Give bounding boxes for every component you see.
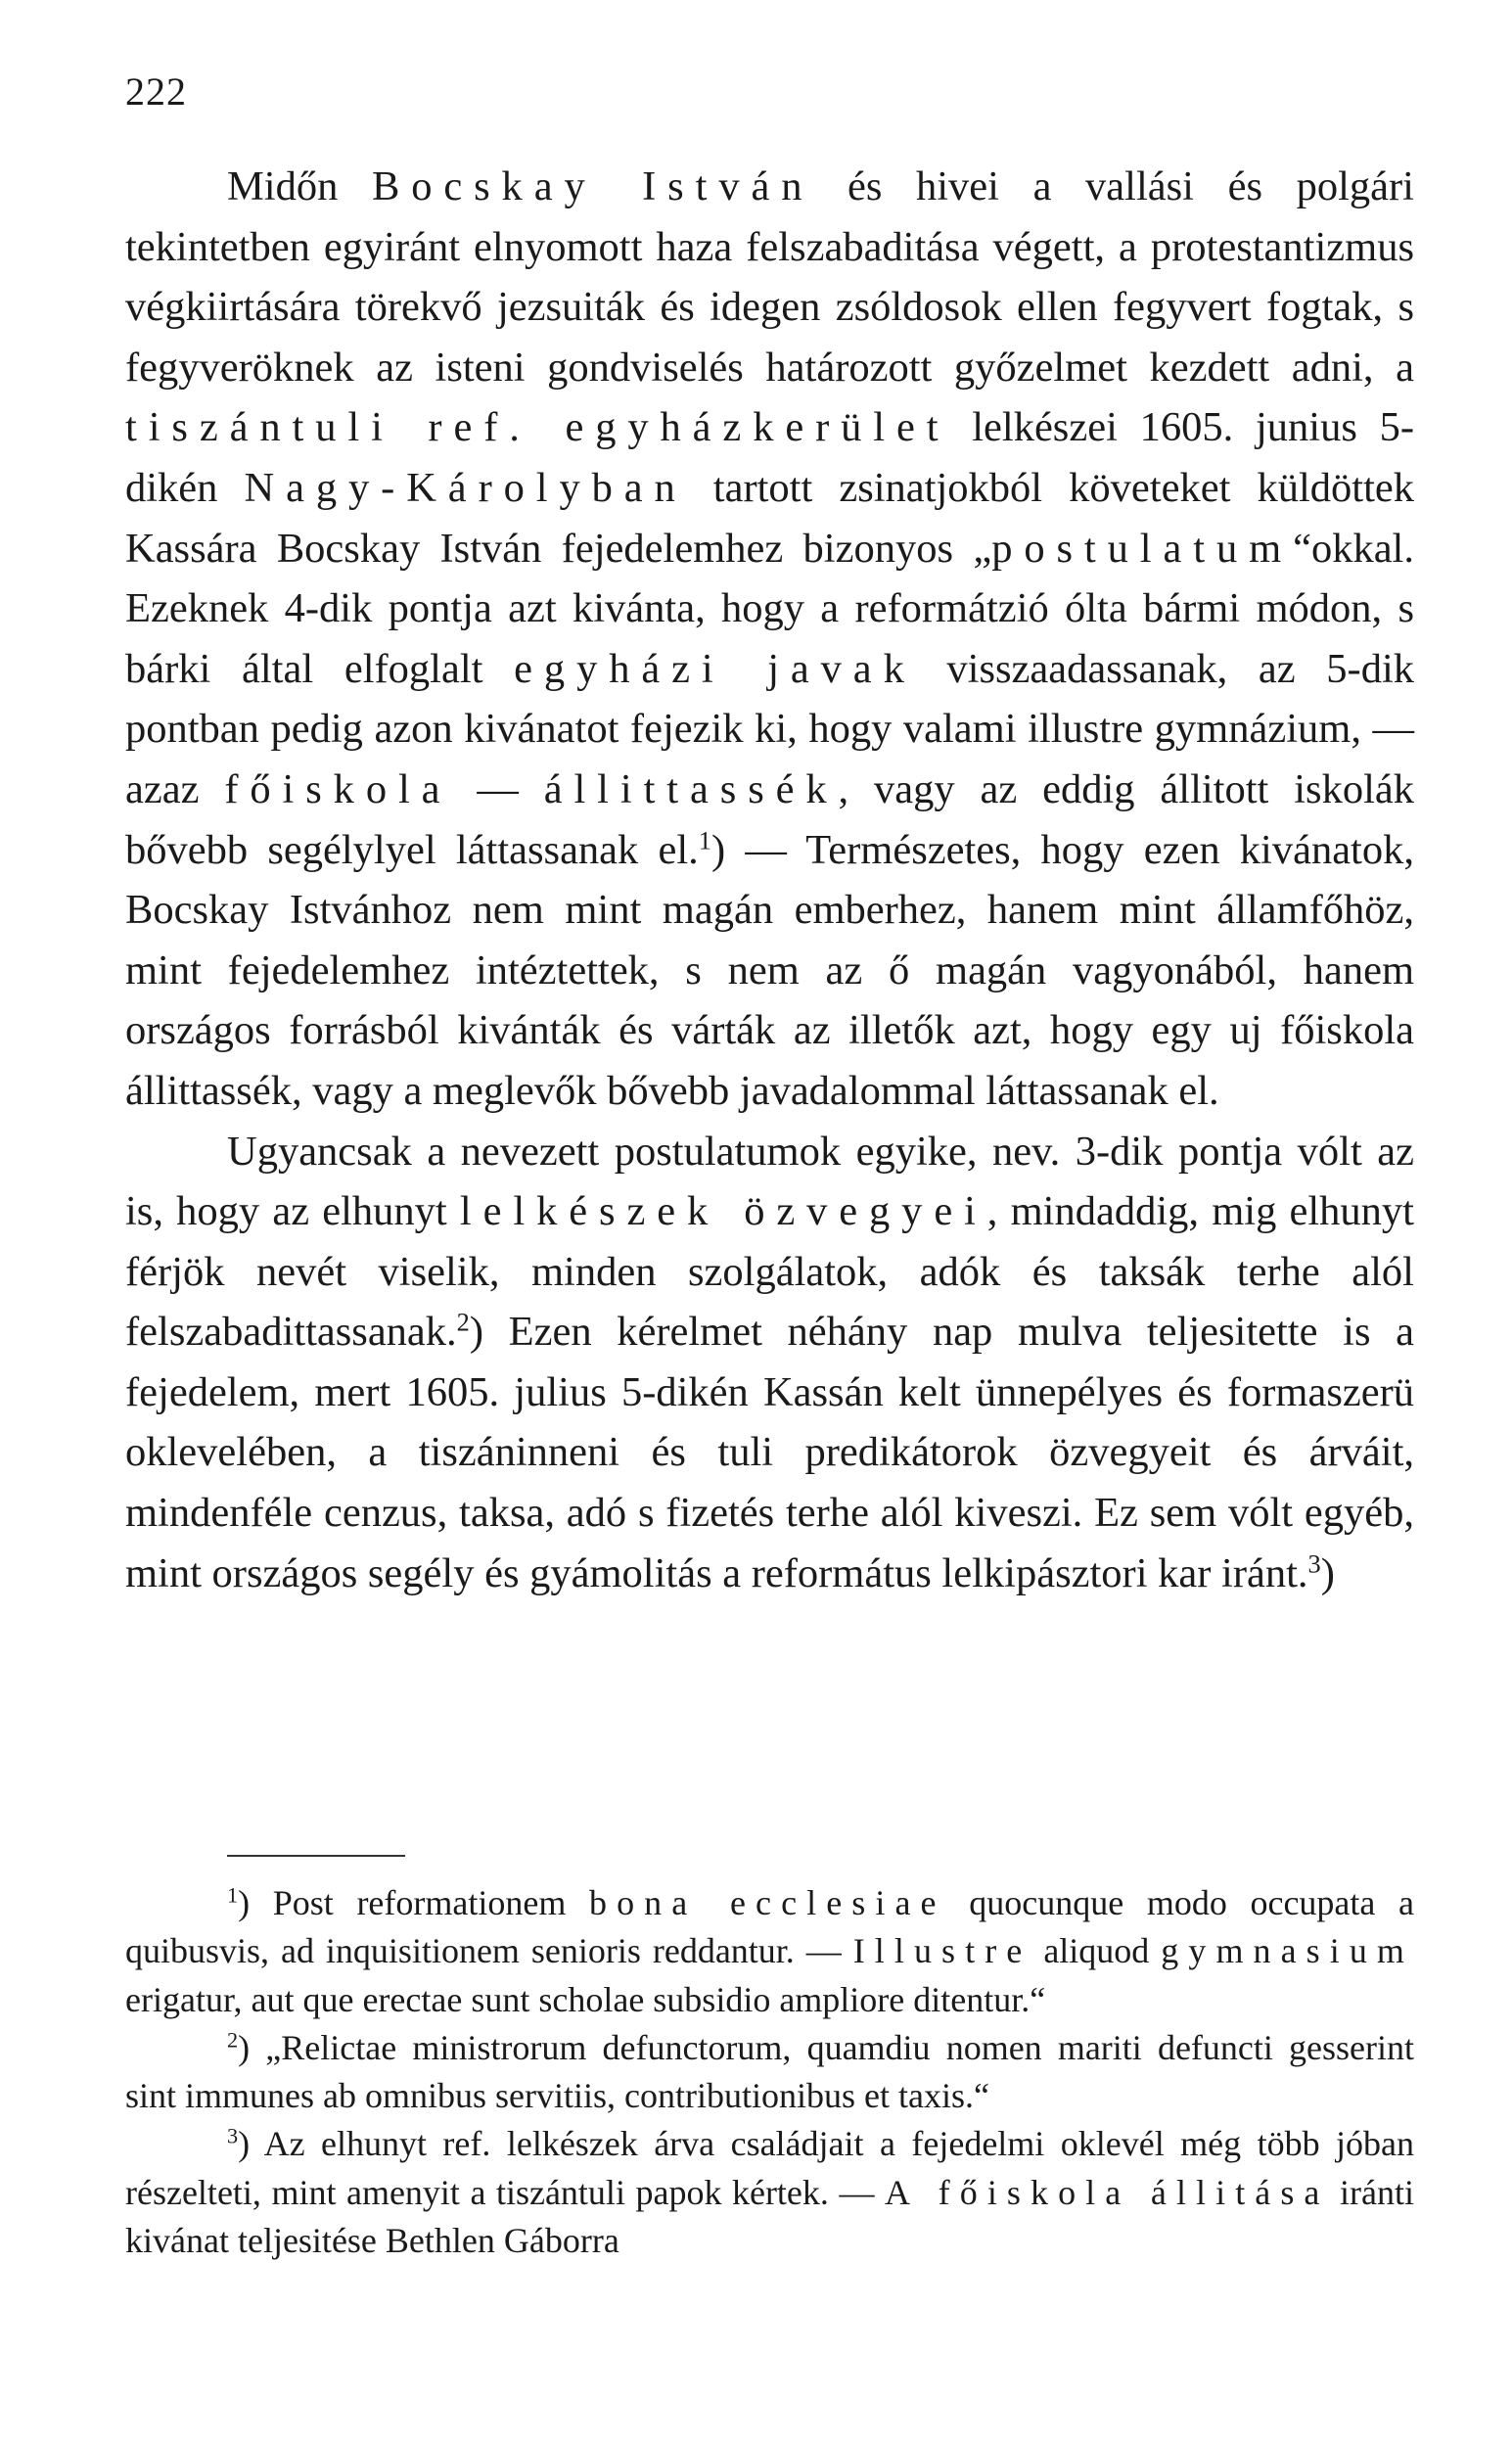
- body-text: [125, 157, 1414, 1603]
- spaced-emphasis: bona ecclesiae: [588, 1883, 946, 1922]
- footnote-marker: 2: [456, 1308, 470, 1337]
- footnote-marker: 3: [1307, 1549, 1321, 1579]
- spaced-emphasis: postulatum: [991, 525, 1294, 572]
- footnote: $^3$) Az elhunyt ref. lelkészek árva családjait a fejedelmi oklevél még több jóban részelteti, mint amenyit a tiszántuli papok kértek. — A főiskola állitása iránti kivánat teljesitése Bethlen Gáborra: [125, 2124, 1414, 2261]
- spaced-emphasis: Illustre: [852, 1931, 1032, 1971]
- spaced-emphasis: Bocskay István: [371, 163, 814, 209]
- paragraph: Midőn Bocskay István és hivei a vallási és polgári tekintetben egyiránt elnyomott haza felszabaditása végett, a protestantizmus végkiirtására törekvő jezsuiták és idegen zsóldosok ellen fegyvert fogtak, s fegyveröknek az isteni gondviselés határozott győzelmet kezdett adni, a tiszántuli ref. egyházkerület lelkészei 1605. junius 5-dikén Nagy-Károlyban tartott zsinatjokból követeket küldöttek Kassára Bocskay István fejedelemhez bizonyos „postulatum“okkal. Ezeknek 4-dik pontja azt kivánta, hogy a reformátzió ólta bármi módon, s bárki által elfoglalt egyházi javak visszaadassanak, az 5-dik pontban pedig azon kivánatot fejezik ki, hogy valami illustre gymnázium, — azaz főiskola — állittassék, vagy az eddig állitott iskolák bővebb segélylyel láttassanak el.$^1$) — Természetes, hogy ezen kivánatok, Bocskay Istvánhoz nem mint magán emberhez, hanem mint államfőhöz, mint fejedelemhez intéztettek, s nem az ő magán vagyonából, hanem országos forrásból kivánták és várták az illetők azt, hogy egy uj főiskola állittassék, vagy a meglevők bővebb javadalommal láttassanak el.: [125, 163, 1414, 1114]
- footnote-divider: [227, 1855, 405, 1857]
- spaced-emphasis: lelkészek özvegyei: [459, 1188, 987, 1235]
- spaced-emphasis: állittassék: [543, 765, 839, 812]
- spaced-emphasis: Nagy-Károlyban: [244, 464, 687, 511]
- spaced-emphasis: gymnasium: [1161, 1931, 1414, 1971]
- spaced-emphasis: tiszántuli ref. egyházkerület: [125, 404, 950, 451]
- footnote-marker: 1: [227, 1882, 239, 1908]
- paragraph: Ugyancsak a nevezett postulatumok egyike, nev. 3-dik pontja vólt az is, hogy az elhunyt lelkészek özvegyei, mindaddig, mig elhunyt férjök nevét viselik, minden szolgálatok, adók és taksák terhe alól felszabadittassanak.$^2$) Ezen kérelmet néhány nap mulva teljesitette is a fejedelem, mert 1605. julius 5-dikén Kassán kelt ünnepélyes és formaszerü oklevelében, a tiszáninneni és tuli predikátorok özvegyeit és árváit, mindenféle cenzus, taksa, adó s fizetés terhe alól kiveszi. Ez sem vólt egyéb, mint országos segély és gyámolitás a református lelkipásztori kar iránt.$^3$): [125, 1128, 1414, 1596]
- spaced-emphasis: főiskola: [224, 765, 452, 812]
- footnotes: [125, 1879, 1414, 2265]
- footnote: $^1$) Post reformationem bona ecclesiae quocunque modo occupata a quibusvis, ad inquisitionem senioris reddantur. — Illustre aliquod gymnasium erigatur, aut que erectae sunt scholae subsidio ampliore ditentur.“: [125, 1882, 1414, 2019]
- spaced-emphasis: A főiskola állitása: [884, 2172, 1330, 2212]
- footnote: $^2$) „Relictae ministrorum defunctorum, quamdiu nomen mariti defuncti gesserint sint immunes ab omnibus servitiis, contributionibus et taxis.“: [125, 2027, 1414, 2116]
- page-number: 222: [125, 69, 187, 114]
- footnote-marker: 1: [698, 826, 711, 855]
- footnote-marker: 2: [227, 2027, 239, 2053]
- footnote-marker: 3: [227, 2124, 239, 2149]
- spaced-emphasis: egyházi javak: [514, 645, 916, 692]
